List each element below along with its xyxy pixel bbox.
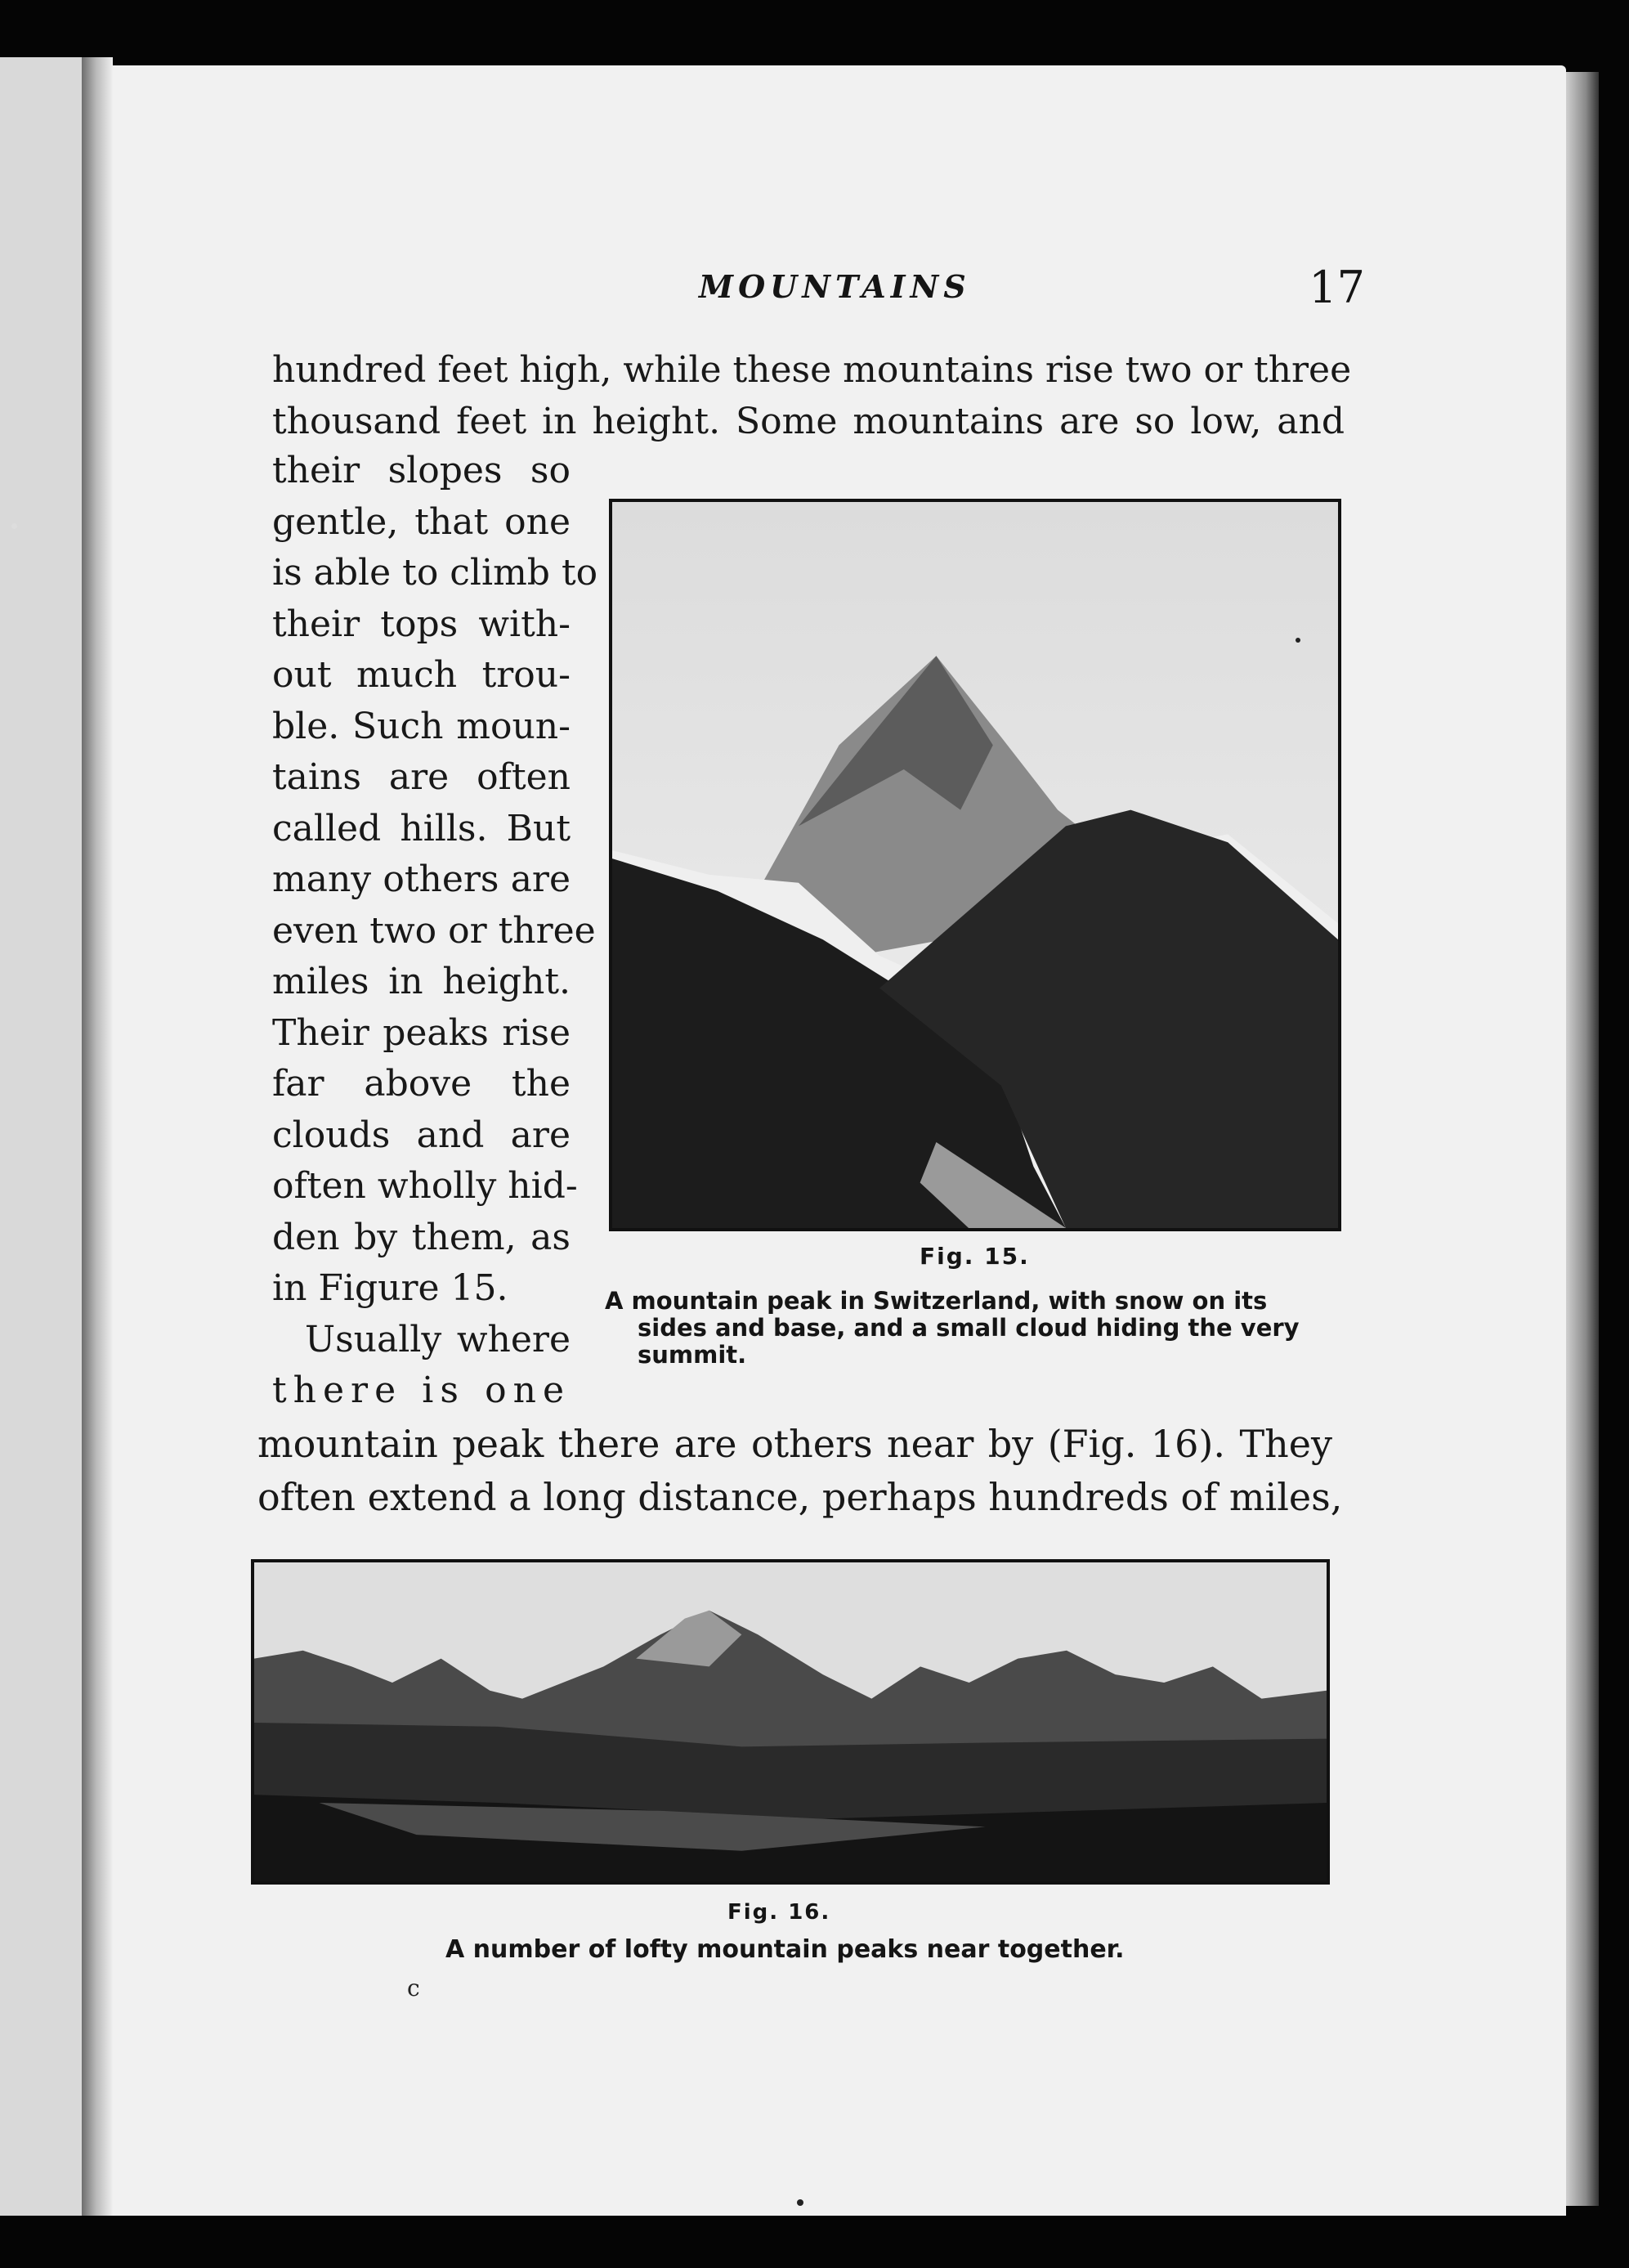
column-line: den by them, as	[272, 1216, 571, 1258]
column-line: Their peaks rise	[272, 1011, 571, 1054]
page-edge-shadow	[1566, 72, 1599, 2206]
body-line: hundred feet high, while these mountains rise two or three	[272, 349, 1352, 391]
figure-16-caption: A number of lofty mountain peaks near together.	[445, 1935, 1125, 1964]
column-line: their tops with-	[272, 603, 571, 645]
column-line: often wholly hid-	[272, 1165, 578, 1207]
figure-15-caption: A mountain peak in Switzerland, with snow on its sides and base, and a small cloud hiding the very summit.	[605, 1287, 1300, 1369]
column-line: miles in height.	[272, 961, 571, 1002]
page-number: 17	[1309, 262, 1365, 313]
text-column	[272, 446, 598, 1417]
signature-mark: c	[407, 1974, 420, 2001]
column-line: called hills. But	[272, 807, 571, 849]
column-line: tains are often	[272, 756, 571, 798]
column-line: even two or three	[272, 909, 596, 952]
column-line: gentle, that one	[272, 500, 571, 543]
running-title: MOUNTAINS	[699, 268, 971, 305]
ink-speck	[797, 2199, 803, 2206]
body-line: mountain peak there are others near by (Fig. 16). They	[257, 1422, 1332, 1466]
column-line: far above the	[272, 1063, 571, 1105]
ink-speck	[1296, 638, 1300, 643]
column-line: out much trou-	[272, 654, 571, 696]
book-gutter	[82, 57, 113, 2216]
figure-15-photo	[609, 499, 1341, 1231]
column-line: ble. Such moun-	[272, 705, 571, 747]
column-line: Usually where	[305, 1318, 571, 1360]
body-line: often extend a long distance, perhaps hundreds of miles,	[257, 1475, 1343, 1519]
column-line: their slopes so	[272, 450, 571, 491]
ink-speck	[11, 523, 17, 529]
figure-16-photo	[251, 1559, 1330, 1885]
figure-16-label: Fig. 16.	[727, 1900, 831, 1925]
column-line: clouds and are	[272, 1114, 571, 1156]
column-line: in Figure 15.	[272, 1267, 508, 1309]
column-line: many others are	[272, 858, 571, 900]
column-line: there is one	[272, 1369, 571, 1411]
body-line: thousand feet in height. Some mountains are so low, and	[272, 401, 1345, 442]
column-line: is able to climb to	[272, 552, 598, 594]
figure-15-label: Fig. 15.	[920, 1243, 1030, 1270]
